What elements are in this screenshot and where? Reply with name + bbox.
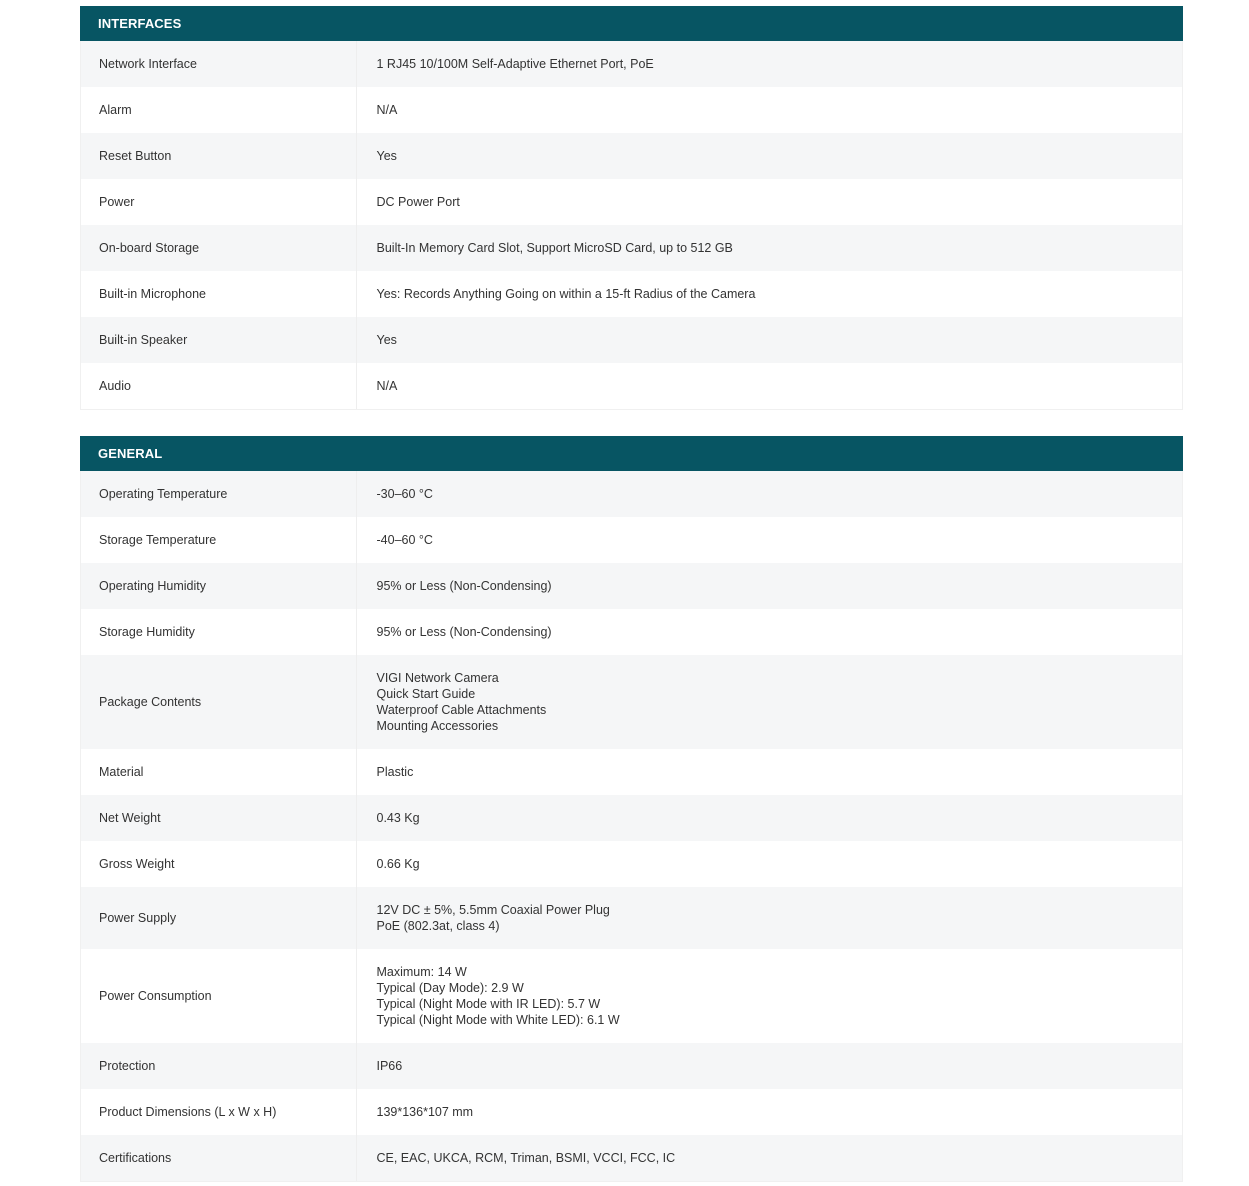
spec-label: Net Weight [81, 795, 356, 841]
spec-label: Built-in Microphone [81, 271, 356, 317]
spec-value [356, 87, 1182, 133]
spec-value [356, 887, 1182, 949]
spec-label: Protection [81, 1043, 356, 1089]
section-header [80, 6, 1183, 41]
spec-value-line: DC Power Port [376, 195, 460, 209]
table-row [81, 179, 1182, 225]
spec-label: Storage Humidity [81, 609, 356, 655]
spec-value-line: Yes: Records Anything Going on within a 15-ft Radius of the Camera [376, 287, 756, 301]
spec-value-line: 1 RJ45 10/100M Self-Adaptive Ethernet Port, PoE [376, 57, 654, 71]
spec-value-line: IP66 [376, 1059, 403, 1073]
spec-label: Network Interface [81, 41, 356, 87]
spec-value-line: Plastic [376, 765, 414, 779]
spec-value-line: 0.66 Kg [376, 857, 420, 871]
table-row [81, 563, 1182, 609]
table-row [81, 133, 1182, 179]
spec-table-container [80, 471, 1183, 1182]
table-row [81, 87, 1182, 133]
spec-value-line: Typical (Day Mode): 2.9 W [376, 981, 524, 995]
spec-label: Product Dimensions (L x W x H) [81, 1089, 356, 1135]
spec-value-line: Quick Start Guide [376, 687, 476, 701]
spec-value [356, 1089, 1182, 1135]
table-row [81, 225, 1182, 271]
spec-value [356, 41, 1182, 87]
table-row [81, 1135, 1182, 1181]
table-row [81, 271, 1182, 317]
spec-value-line: Typical (Night Mode with IR LED): 5.7 W [376, 997, 601, 1011]
spec-label: Audio [81, 363, 356, 409]
spec-table-container [80, 41, 1183, 410]
spec-value-line: Waterproof Cable Attachments [376, 703, 547, 717]
spec-label: On-board Storage [81, 225, 356, 271]
table-row [81, 363, 1182, 409]
spec-value-line: Yes [376, 149, 397, 163]
spec-table [81, 471, 1182, 1181]
table-row [81, 517, 1182, 563]
spec-value-line: 0.43 Kg [376, 811, 420, 825]
spec-value [356, 949, 1182, 1043]
spec-value [356, 841, 1182, 887]
table-row [81, 1089, 1182, 1135]
spec-value-line: -30–60 °C [376, 487, 433, 501]
spec-value [356, 225, 1182, 271]
spec-value [356, 179, 1182, 225]
spec-value [356, 133, 1182, 179]
spec-value [356, 317, 1182, 363]
spec-value [356, 655, 1182, 749]
spec-value [356, 517, 1182, 563]
spec-label: Reset Button [81, 133, 356, 179]
spec-value-line: 95% or Less (Non-Condensing) [376, 625, 552, 639]
spec-label: Operating Humidity [81, 563, 356, 609]
spec-value [356, 471, 1182, 517]
section-title: INTERFACES [98, 16, 182, 31]
spec-value [356, 609, 1182, 655]
spec-value-line: CE, EAC, UKCA, RCM, Triman, BSMI, VCCI, FCC, IC [376, 1151, 676, 1165]
spec-label: Material [81, 749, 356, 795]
spec-value-line: Yes [376, 333, 397, 347]
spec-table [81, 41, 1182, 409]
section-header [80, 436, 1183, 471]
general-section [80, 436, 1183, 1182]
spec-label: Alarm [81, 87, 356, 133]
spec-value [356, 1135, 1182, 1181]
table-row [81, 749, 1182, 795]
section-title: GENERAL [98, 446, 163, 461]
spec-label: Power [81, 179, 356, 225]
spec-value [356, 271, 1182, 317]
interfaces-section [80, 6, 1183, 410]
spec-value-line: Maximum: 14 W [376, 965, 467, 979]
table-row [81, 609, 1182, 655]
spec-value-line: PoE (802.3at, class 4) [376, 919, 500, 933]
spec-value-line: Typical (Night Mode with White LED): 6.1 W [376, 1013, 620, 1027]
table-row [81, 795, 1182, 841]
table-row [81, 317, 1182, 363]
spec-value-line: 139*136*107 mm [376, 1105, 474, 1119]
spec-label: Operating Temperature [81, 471, 356, 517]
spec-value [356, 563, 1182, 609]
table-row [81, 655, 1182, 749]
spec-label: Power Supply [81, 887, 356, 949]
spec-label: Package Contents [81, 655, 356, 749]
spec-value-line: N/A [376, 103, 398, 117]
spec-label: Certifications [81, 1135, 356, 1181]
table-row [81, 1043, 1182, 1089]
table-row [81, 841, 1182, 887]
spec-label: Gross Weight [81, 841, 356, 887]
spec-value [356, 795, 1182, 841]
table-row [81, 471, 1182, 517]
spec-value-line: N/A [376, 379, 398, 393]
spec-value-line: -40–60 °C [376, 533, 433, 547]
table-row [81, 887, 1182, 949]
spec-value-line: VIGI Network Camera [376, 671, 499, 685]
spec-value-line: 12V DC ± 5%, 5.5mm Coaxial Power Plug [376, 903, 610, 917]
spec-label: Built-in Speaker [81, 317, 356, 363]
spec-value [356, 1043, 1182, 1089]
spec-value-line: Mounting Accessories [376, 719, 499, 733]
spec-value-line: Built-In Memory Card Slot, Support MicroSD Card, up to 512 GB [376, 241, 733, 255]
table-row [81, 949, 1182, 1043]
spec-label: Power Consumption [81, 949, 356, 1043]
spec-label: Storage Temperature [81, 517, 356, 563]
spec-value [356, 363, 1182, 409]
spec-value [356, 749, 1182, 795]
table-row [81, 41, 1182, 87]
spec-value-line: 95% or Less (Non-Condensing) [376, 579, 552, 593]
